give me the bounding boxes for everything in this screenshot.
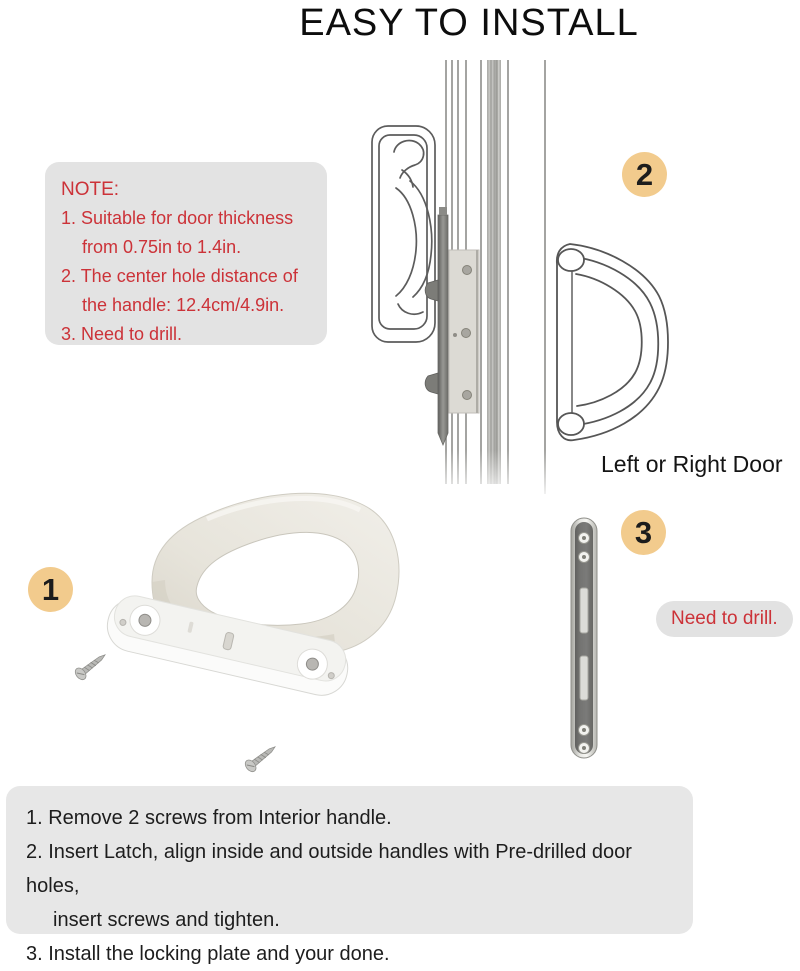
- note-box: [45, 162, 327, 345]
- door-lines-fade: [436, 450, 556, 502]
- strike-plate-icon: [558, 508, 610, 770]
- screw-icon: [243, 742, 279, 774]
- interior-handle-plate-and-screws-icon: [55, 462, 405, 782]
- note-line-3: 3. Need to drill.: [61, 324, 183, 344]
- note-line-2b: the handle: 12.4cm/4.9in.: [82, 295, 285, 315]
- step-3-number: 3: [634, 514, 653, 550]
- note-line-1: 1. Suitable for door thickness: [61, 208, 294, 228]
- note-heading: NOTE:: [61, 179, 120, 200]
- instruction-line-2b: insert screws and tighten.: [53, 909, 280, 931]
- screw-icon: [73, 650, 109, 682]
- left-or-right-door-caption: Left or Right Door: [601, 451, 783, 477]
- interior-handle-drawing: [557, 244, 668, 440]
- step-2-number: 2: [635, 156, 654, 192]
- note-line-2: 2. The center hole distance of: [61, 266, 298, 286]
- door-stile-band: [487, 60, 501, 484]
- exterior-handle-drawing: [372, 126, 435, 342]
- page-title: EASY TO INSTALL: [299, 2, 639, 44]
- instruction-line-1: 1. Remove 2 screws from Interior handle.: [26, 807, 392, 829]
- step-3-badge: [621, 510, 666, 555]
- step-2-badge: [622, 152, 667, 197]
- install-instructions-box: [6, 786, 693, 965]
- door-latch-and-handles-diagram-icon: [358, 52, 782, 502]
- note-line-1b: from 0.75in to 1.4in.: [82, 237, 242, 257]
- need-to-drill-label: Need to drill.: [656, 601, 793, 637]
- step-1-number: 1: [41, 571, 60, 607]
- instruction-line-2: 2. Insert Latch, align inside and outside handles with Pre-drilled door holes,: [26, 841, 632, 897]
- instruction-line-3: 3. Install the locking plate and your done.: [26, 943, 390, 965]
